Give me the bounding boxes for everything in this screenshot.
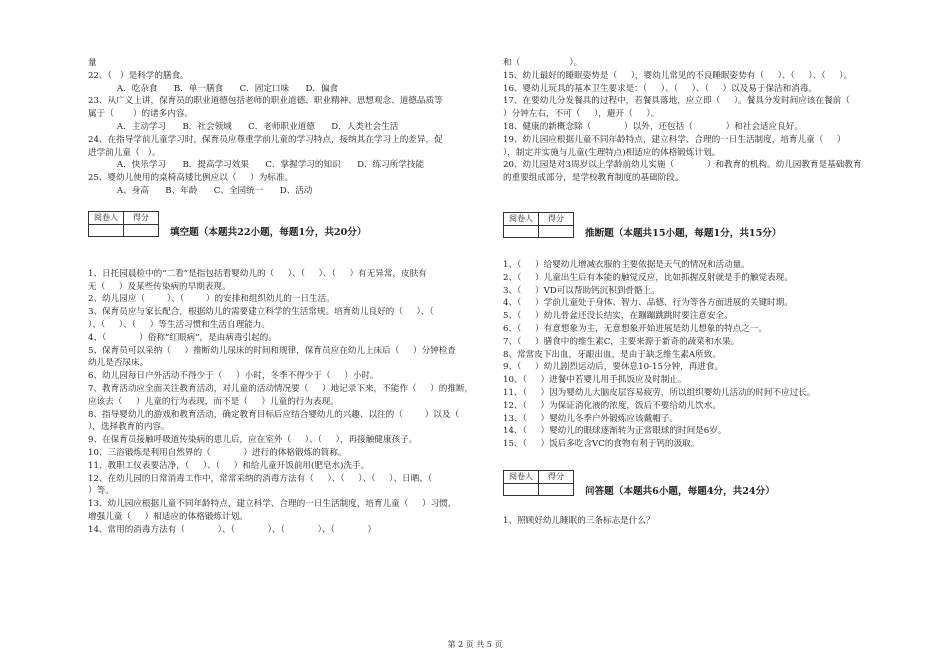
score-label: 得分 — [124, 211, 159, 224]
question-line: 6、（ ）有意想象为主，无意想象开始进展是幼儿想象的特点之一。 — [503, 323, 768, 334]
question-line: 25、婴幼儿使用的桌椅高矮比例应以（ ）为标准。 — [88, 173, 294, 184]
question-line: 13、幼儿园应根据儿童不同年龄特点，建立科学、合理的一日生活制度，培育儿童（ ）习惯， — [88, 499, 457, 510]
qa-questions — [503, 516, 913, 529]
question-line: 1、日托园晨检中的“二看”是指包括看婴幼儿的（ ）、（ ）、（ ）有无异常，皮肤有 — [88, 268, 427, 279]
grader-label: 阅卷人 — [504, 212, 539, 225]
question-line: 增强儿童（ ）相适应的体格锻炼计划。 — [88, 511, 248, 522]
question-line: 应该去（ ）儿童的行为表现，而不是（ ）儿童的行为表现。 — [88, 396, 339, 407]
grader-label: 阅卷人 — [89, 211, 124, 224]
question-line: 10、（ ）进餐中若婴儿用手抓饭应及时制止。 — [503, 375, 687, 386]
score-box — [503, 212, 574, 238]
fill-in-questions — [88, 269, 486, 538]
page-number: 第 2 页 共 5 页 — [447, 640, 503, 649]
question-line: 14、常用的消毒方法有（ ）、（ ）、（ ）、（ ） — [88, 524, 377, 535]
question-line: 12、在幼儿园的日常消毒工作中，常常采纳的消毒方法有（ ）、（ ）、（ ）、日晒、（ — [88, 473, 433, 484]
question-line: 5、（ ）幼儿骨盆还没长结实，在蹦蹦跳跳时要注意安全。 — [503, 311, 733, 322]
question-line: 17、在要幼儿分发餐具的过程中，若餐具落地，应立即（ ）。餐具分发时间应该在餐前（ — [503, 96, 850, 107]
question-line: 幼儿是否尿床。 — [88, 358, 149, 369]
qa-section-header — [503, 466, 913, 506]
fill-in-section-header — [88, 207, 486, 247]
options-line: A．吃杂食 B．单一膳食 C．固定口味 D．偏食 — [106, 83, 339, 94]
question-line: 14、（ ）婴幼儿的眼球逐渐转为正常眼球的时间是6岁。 — [503, 426, 727, 437]
question-line: ）分钟左右，不可（ ），避开（ ）。 — [503, 109, 660, 120]
question-line: 13、（ ）婴幼儿冬季户外锻炼应该戴帽子。 — [503, 413, 678, 424]
question-line: 24、在指导学前儿童学习时，保育员应尊重学前儿童的学习特点，接纳其在学习上的差异，促 — [88, 134, 443, 145]
question-line: 15、（ ）饭后多吃含VC的食物有利于钙的汲取。 — [503, 439, 700, 450]
judge-section-header — [503, 208, 913, 248]
right-column — [503, 58, 913, 529]
question-line: 4、（ ）俗称“红眼病”，是由病毒引起的。 — [88, 332, 277, 343]
question-line: 12、（ ）为保证消化液的浓度，饭后不要给幼儿饮水。 — [503, 400, 721, 411]
score-label: 得分 — [539, 470, 574, 483]
grader-cell — [504, 483, 539, 495]
score-label: 得分 — [539, 212, 574, 225]
question-line: 11、教职工仪表要洁净，（ ）、（ ）和给儿童开饭前用(肥皂水)洗手。 — [88, 460, 370, 471]
question-line: 15、幼儿最好的睡眠姿势是（ ），婴幼儿常见的不良睡眠姿势有（ ）、（ ）、（ ）。 — [503, 70, 853, 81]
question-line: ）、（ ）、（ ）等生活习惯和生活自理能力。 — [88, 319, 270, 330]
section-title: 问答题（本题共6小题，每题4分，共24分） — [585, 485, 775, 497]
question-line: ）等。 — [88, 486, 114, 497]
score-cell — [539, 483, 574, 495]
question-line: 6、幼儿园每日户外活动不得少于（ ）小时，冬季不得少于（ ）小时。 — [88, 371, 379, 382]
text-line: 量 — [88, 58, 97, 68]
question-line: 1、（ ）给婴幼儿增减衣服的主要依据是天气的情况和活动量。 — [503, 259, 750, 270]
question-line: 4、（ ）学前儿童处于身体、智力、品德、行为等各方面进展的关键时期。 — [503, 298, 793, 309]
question-line: 9、（ ）幼儿剧烈运动后，要休息10-15分钟，再进食。 — [503, 362, 724, 373]
question-line: 8、常常皮下出血，牙龈出血，是由于缺乏维生素A所致。 — [503, 349, 721, 360]
question-line: 1、照顾好幼儿睡眠的三条标志是什么？ — [503, 515, 655, 526]
question-line: 5、保育员可以采纳（ ）推断幼儿尿床的时间和规律，保育员应在幼儿上床后（ ）分钟检查 — [88, 345, 456, 356]
right-top-questions — [503, 58, 913, 186]
options-line: A、身高 B、年龄 C、全园统一 D、活动 — [106, 185, 313, 196]
question-line: ），选择教育的内容。 — [88, 422, 170, 433]
question-line: 3、保育员应与家长配合，根据幼儿的需要建立科学的生活常规。培育幼儿良好的（ ）、（ — [88, 307, 434, 318]
question-line: 20、幼儿园是对3周岁以上学龄前幼儿实施（ ）和教育的机构。幼儿园教育是基础教育 — [503, 160, 862, 171]
question-line: 18、健康的新概念除（ ）以外，还包括（ ）和社会适应良好。 — [503, 121, 803, 132]
section-title: 填空题（本题共22小题，每题1分，共20分） — [170, 226, 367, 238]
question-line: 16、婴幼儿玩具的基本卫生要求是：（ ）、（ ）、（ ）以及易于保洁和消毒。 — [503, 83, 818, 94]
question-line: 2、幼儿园应（ ）、（ ）的安排和组织幼儿的一日生活。 — [88, 294, 335, 305]
question-line: 2、（ ）儿童出生后有本能的触觉反应，比如抓握反射就是手的触觉表现。 — [503, 272, 793, 283]
left-top-questions — [88, 58, 486, 199]
question-line: 11、（ ）因为婴幼儿大脑皮层容易疲劳，所以组织婴幼儿活动的时间不应过长。 — [503, 387, 816, 398]
grader-label: 阅卷人 — [504, 470, 539, 483]
score-cell — [124, 224, 159, 236]
question-line: 10、三浴锻炼是利用自然界的（ ）进行的体格锻炼的简称。 — [88, 447, 347, 458]
question-line: 19、幼儿园应根据儿童不同年龄特点，建立科学、合理的一日生活制度，培育儿童（ ） — [503, 134, 846, 145]
options-line: A．快乐学习 B．提高学习效果 C．掌握学习的知识 D．练习所学技能 — [106, 160, 425, 171]
question-line: 进学前儿童（ ）。 — [88, 147, 161, 158]
options-line: A．主动学习 B．社会领域 C．老师职业道德 D．人类社会生活 — [106, 121, 399, 132]
question-line: 23、从广义上讲，保育员的职业道德包括老师的职业道德、职业精神、思想观念、道德品质等 — [88, 96, 443, 107]
judge-questions — [503, 260, 913, 452]
score-cell — [539, 225, 574, 237]
grader-cell — [504, 225, 539, 237]
score-box — [503, 470, 574, 496]
question-line: 8、指导婴幼儿的游戏和教育活动，确定教育目标后应结合婴幼儿的兴趣、以往的（ ）以及（ — [88, 409, 460, 420]
question-line: 9、在保育员接触呼吸道传染病的患儿后，应在室外（ ）、（ ），再接触健康孩子。 — [88, 435, 418, 446]
question-line: 7、（ ）膳食中的维生素C，主要来源于新奇的蔬菜和水果。 — [503, 336, 740, 347]
question-line: 3、（ ）VD可以帮助钙沉积到骨骼上。 — [503, 285, 660, 296]
question-line: 22、（ ）是科学的膳食。 — [88, 70, 189, 81]
question-line: 无（ ）及某些传染病的早期表现。 — [88, 281, 231, 292]
grader-cell — [89, 224, 124, 236]
question-line: 属于（ ）的诸多内容。 — [88, 109, 194, 120]
section-title: 推断题（本题共15小题，每题1分，共15分） — [585, 227, 782, 239]
question-line: 7、教育活动应全面关注教育活动，对儿童的活动情况要（ ）地记录下来，不能作（ ）的推断， — [88, 383, 474, 394]
question-line: 和（ ）。 — [503, 58, 583, 68]
score-box — [88, 211, 159, 237]
question-line: 的重要组成部分，是学校教育制度的基础阶段。 — [503, 173, 684, 184]
question-line: ），制定并实施与儿童(生理特点)相适应的体格锻炼计划。 — [503, 147, 721, 158]
left-column — [88, 58, 486, 538]
